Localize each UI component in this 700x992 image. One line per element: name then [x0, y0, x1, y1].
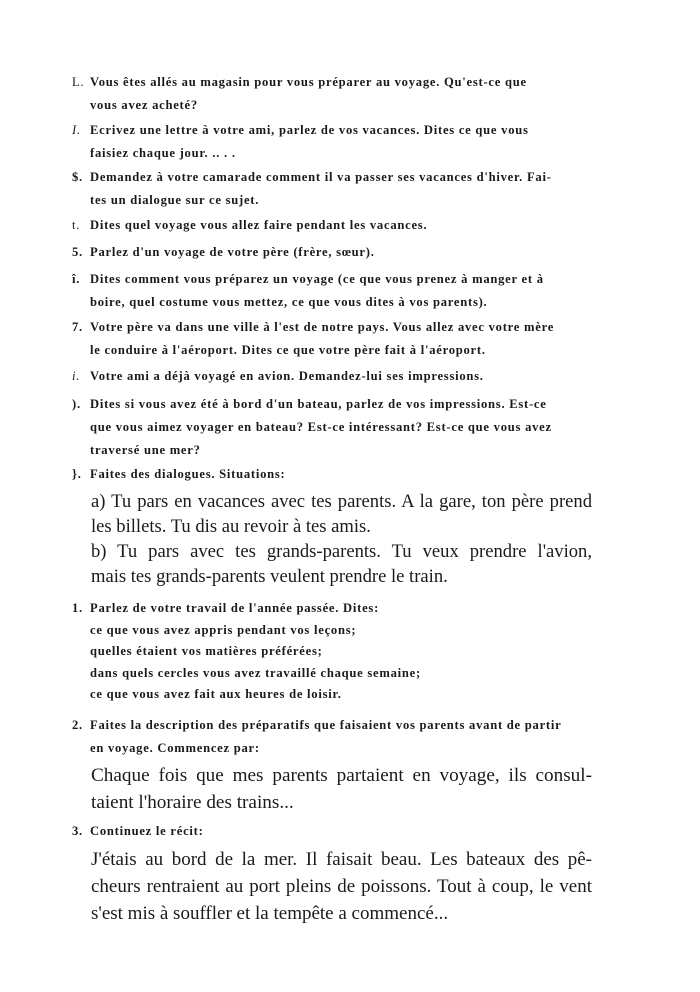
- exercise-marker: ).: [72, 397, 81, 411]
- writing-text: en voyage. Commencez par:: [90, 741, 260, 755]
- exercise-text: Vous êtes allés au magasin pour vous préparer au voyage. Qu'est-ce que: [90, 75, 527, 89]
- writing-text: dans quels cercles vous avez travaillé chaque semaine;: [90, 665, 421, 680]
- exercise-item: [72, 214, 592, 237]
- exercise-text: le conduire à l'aéroport. Dites ce que votre père fait à l'aéroport.: [90, 343, 486, 357]
- writing-item: [72, 820, 592, 843]
- exercise-item: [72, 316, 592, 362]
- writing-item: [72, 714, 592, 760]
- passage-line: Chaque fois que mes parents partaient en voyage, ils consul-: [91, 765, 592, 786]
- exercise-item: [72, 463, 592, 486]
- writing-passage: [91, 846, 592, 927]
- exercise-item: [72, 365, 592, 388]
- exercise-text: Dites si vous avez été à bord d'un bateau, parlez de vos impressions. Est-ce: [90, 397, 547, 411]
- passage-line: taient l'horaire des trains...: [91, 792, 294, 813]
- exercise-text: Votre père va dans une ville à l'est de notre pays. Vous allez avec votre mère: [90, 320, 555, 334]
- exercise-marker: i.: [72, 369, 81, 383]
- exercise-marker: 7.: [72, 320, 83, 334]
- exercise-text: traversé une mer?: [90, 443, 201, 457]
- situation-line: b) Tu pars avec tes grands-parents. Tu veux prendre l'avion,: [91, 541, 592, 562]
- exercise-item: [72, 241, 592, 264]
- writing-item: [72, 598, 592, 706]
- exercise-text: Dites quel voyage vous allez faire pendant les vacances.: [90, 218, 428, 232]
- exercise-text: tes un dialogue sur ce sujet.: [90, 193, 260, 207]
- exercise-marker: }.: [72, 467, 82, 481]
- exercise-text: Parlez d'un voyage de votre père (frère, sœur).: [90, 245, 375, 259]
- writing-marker: 3.: [72, 824, 83, 838]
- exercise-marker: $.: [72, 170, 83, 184]
- exercise-text: que vous aimez voyager en bateau? Est-ce intéressant? Est-ce que vous avez: [90, 420, 552, 434]
- writing-text: Faites la description des préparatifs que faisaient vos parents avant de partir: [90, 718, 562, 732]
- exercise-text: Votre ami a déjà voyagé en avion. Demandez-lui ses impressions.: [90, 369, 484, 383]
- situations-block: [91, 489, 592, 589]
- exercise-marker: I.: [72, 123, 81, 137]
- situation-line: a) Tu pars en vacances avec tes parents. A la gare, ton père prend: [91, 491, 592, 512]
- exercise-text: Faites des dialogues. Situations:: [90, 467, 286, 481]
- exercise-text: Dites comment vous préparez un voyage (ce que vous prenez à manger et à: [90, 272, 544, 286]
- writing-text: Parlez de votre travail de l'année passée. Dites:: [90, 601, 380, 615]
- exercise-item: [72, 166, 592, 212]
- writing-marker: 1.: [72, 601, 83, 615]
- writing-passage: [91, 762, 592, 816]
- exercise-marker: L.: [72, 75, 85, 89]
- writing-marker: 2.: [72, 718, 83, 732]
- exercise-text: Demandez à votre camarade comment il va passer ses vacances d'hiver. Fai-: [90, 170, 552, 184]
- passage-line: J'étais au bord de la mer. Il faisait beau. Les bateaux des pê-: [91, 849, 592, 870]
- passage-line: s'est mis à souffler et la tempête a commencé...: [91, 903, 449, 924]
- writing-text: quelles étaient vos matières préférées;: [90, 644, 323, 658]
- exercise-text: vous avez acheté?: [90, 98, 198, 112]
- exercise-marker: t.: [72, 218, 81, 232]
- exercise-marker: î.: [72, 272, 81, 286]
- exercise-item: [72, 268, 592, 314]
- exercise-item: [72, 71, 592, 117]
- exercise-item: [72, 119, 592, 165]
- exercise-text: boire, quel costume vous mettez, ce que vous dites à vos parents).: [90, 295, 488, 309]
- writing-text: ce que vous avez fait aux heures de loisir.: [90, 687, 342, 701]
- writing-text: ce que vous avez appris pendant vos leçons;: [90, 622, 357, 637]
- exercise-item: [72, 393, 592, 462]
- exercise-text: Ecrivez une lettre à votre ami, parlez de vos vacances. Dites ce que vous: [90, 123, 529, 137]
- situation-line: les billets. Tu dis au revoir à tes amis.: [91, 516, 371, 537]
- passage-line: cheurs rentraient au port pleins de poissons. Tout à coup, le vent: [91, 876, 592, 897]
- situation-line: mais tes grands-parents veulent prendre le train.: [91, 566, 448, 587]
- exercise-marker: 5.: [72, 245, 83, 259]
- writing-text: Continuez le récit:: [90, 824, 204, 838]
- exercise-text: faisiez chaque jour. .. . .: [90, 146, 236, 160]
